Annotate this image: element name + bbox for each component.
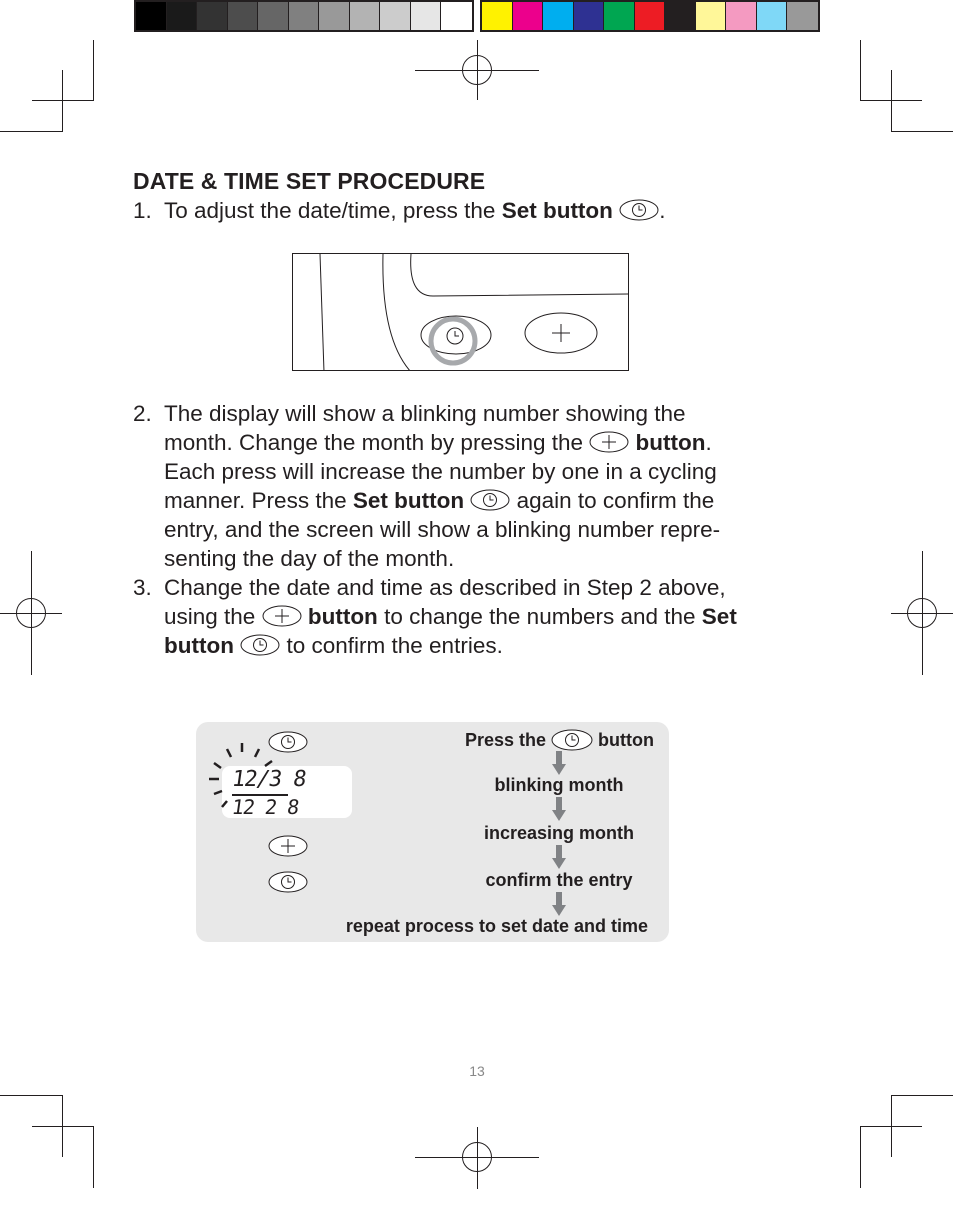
plus-button-label: button [307, 604, 378, 629]
down-arrow-icon [552, 892, 566, 916]
process-color-bar [480, 0, 820, 32]
gray-swatch [258, 2, 289, 30]
step-2 [133, 399, 793, 575]
flow-press-prefix: Press the [464, 730, 546, 750]
crop-mark [93, 40, 94, 100]
crop-mark [62, 70, 63, 132]
registration-circle [907, 598, 937, 628]
step-line: Each press will increase the number by one in a cycling [164, 459, 717, 484]
step-text-run: using the [164, 604, 262, 629]
crop-mark [860, 1126, 922, 1127]
device-illustration [292, 253, 629, 371]
crop-mark [891, 70, 892, 132]
set-button-label: button [164, 633, 234, 658]
crop-mark [891, 1095, 953, 1096]
crop-mark [0, 1095, 62, 1096]
flow-step-confirm: confirm the entry [485, 870, 633, 890]
flow-press-line [465, 729, 654, 751]
step-line: Change the date and time as described in Step 2 above, [164, 575, 726, 600]
crop-mark [891, 131, 953, 132]
gray-swatch [167, 2, 198, 30]
crop-mark [32, 1126, 94, 1127]
page-number: 13 [469, 1063, 485, 1079]
flow-press-suffix: button [598, 730, 654, 750]
grayscale-color-bar [134, 0, 474, 32]
crop-mark [0, 131, 62, 132]
color-swatch [513, 2, 544, 30]
down-arrow-icon [552, 797, 566, 821]
clock-icon [619, 199, 659, 221]
plus-icon [589, 431, 629, 453]
color-swatch [787, 2, 818, 30]
lcd-top-reading: 12/3 8 [230, 767, 308, 792]
down-arrow-icon [552, 845, 566, 869]
lcd-bottom-reading: 12 2 8 [230, 795, 300, 819]
color-swatch [726, 2, 757, 30]
device-drawing [293, 254, 629, 371]
step-line [164, 602, 737, 631]
step-text [164, 573, 737, 660]
gray-swatch [136, 2, 167, 30]
step-number: 1. [133, 198, 152, 223]
step-3 [133, 573, 793, 663]
step-text-run: . [659, 198, 666, 223]
set-button-label: Set button [501, 198, 613, 223]
clock-icon [470, 489, 510, 511]
step-line [164, 196, 665, 225]
color-swatch [757, 2, 788, 30]
gray-swatch [197, 2, 228, 30]
step-text-run: . [705, 430, 712, 455]
down-arrow-icon [552, 751, 566, 775]
crop-mark [860, 1126, 861, 1188]
step-text-run: again to confirm the [510, 488, 715, 513]
color-swatch [665, 2, 696, 30]
plus-button-label: button [635, 430, 706, 455]
flow-step-repeat: repeat process to set date and time [345, 916, 648, 936]
page-title: DATE & TIME SET PROCEDURE [133, 168, 486, 194]
step-line: senting the day of the month. [164, 546, 455, 571]
flow-step-increasing: increasing month [483, 823, 635, 843]
step-text-run: month. Change the month by pressing the [164, 430, 590, 455]
gray-swatch [319, 2, 350, 30]
color-swatch [574, 2, 605, 30]
gray-swatch [289, 2, 320, 30]
gray-swatch [380, 2, 411, 30]
step-number: 3. [133, 575, 152, 600]
color-swatch [482, 2, 513, 30]
step-text-run: manner. Press the [164, 488, 353, 513]
flow-step-blinking: blinking month [494, 775, 624, 795]
step-line [164, 631, 737, 660]
clock-icon [240, 634, 280, 656]
color-swatch [543, 2, 574, 30]
gray-swatch [350, 2, 381, 30]
crop-mark [93, 1126, 94, 1188]
set-button-label: Set button [352, 488, 465, 513]
step-line: entry, and the screen will show a blinking number repre- [164, 517, 721, 542]
step-text [164, 399, 720, 573]
gray-swatch [441, 2, 472, 30]
color-swatch [604, 2, 635, 30]
clock-icon [268, 731, 308, 753]
clock-icon [268, 871, 308, 893]
plus-icon [268, 835, 308, 857]
step-line [164, 428, 720, 457]
step-text-run: To adjust the date/time, press the [164, 198, 502, 223]
set-button-label: Set [701, 604, 737, 629]
step-text-run: to confirm the entries. [280, 633, 503, 658]
step-1 [133, 196, 793, 226]
step-number: 2. [133, 401, 152, 426]
gray-swatch [411, 2, 442, 30]
step-text-run: to change the numbers and the [377, 604, 702, 629]
registration-circle [16, 598, 46, 628]
clock-icon [551, 729, 593, 751]
color-swatch [696, 2, 727, 30]
crop-mark [860, 40, 861, 100]
color-swatch [635, 2, 666, 30]
plus-icon [262, 605, 302, 627]
crop-mark [32, 100, 94, 101]
step-text [164, 196, 665, 225]
step-line: The display will show a blinking number showing the [164, 401, 686, 426]
step-line [164, 486, 720, 515]
gray-swatch [228, 2, 259, 30]
registration-circle [462, 55, 492, 85]
registration-circle [462, 1142, 492, 1172]
